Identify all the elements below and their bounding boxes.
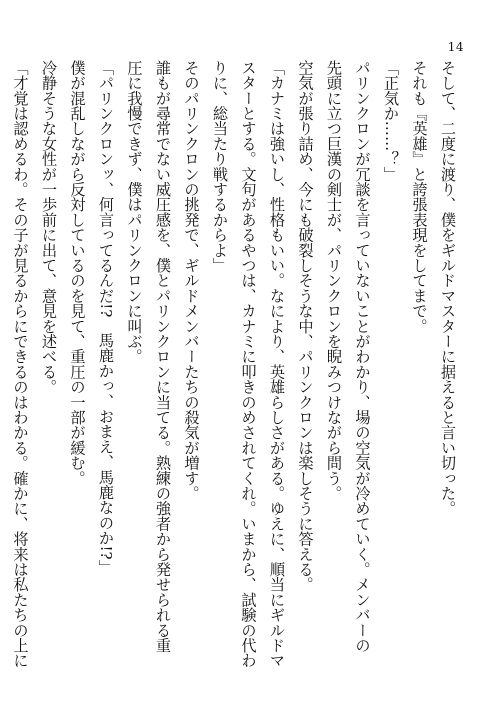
text-line-10: そのパリンクロンの挑発で、ギルドメンバーたちの殺気が増す。 [182, 60, 201, 501]
text-line-5: 先頭に立つ巨漢の剣士が、パリンクロンを睨みつけながら問う。 [325, 60, 343, 501]
text-line-16: 「才覚は認めるわ。その子が見るからにできるのはわかる。確かに、将来は私たちの上に [11, 60, 30, 668]
text-line-9: りに、総当たり戦するからよ」 [211, 60, 229, 273]
text-line-4: パリンクロンが冗談を言っていないことがわかり、場の空気が冷めていく。メンバーの [353, 60, 372, 653]
text-line-14: 僕が混乱しながら反対しているのを見て、重圧の一部が緩む。 [68, 60, 87, 486]
text-line-15: 冷静そうな女性が一歩前に出て、意見を述べる。 [40, 60, 58, 395]
page-number: 14 [447, 40, 464, 54]
vertical-text-body [0, 60, 462, 672]
text-line-3: 「正気か……？」 [382, 60, 400, 182]
text-line-13: 「パリンクロンッ、何言ってるんだ!? 馬鹿かっ、おまえ、馬鹿なのか!?」 [97, 60, 115, 575]
text-line-12: 圧に我慢できず、僕はパリンクロンに叫ぶ。 [125, 60, 144, 364]
text-line-7: 「カナミは強いし、性格もいい。なにより、英雄らしさがある。ゆえに、順当にギルドマ [268, 60, 286, 668]
text-line-8: スターとする。文句があるやつは、カナミに叩きのめされてくれ。いまから、試験の代わ [239, 60, 258, 668]
text-line-6: 空気が張り詰め、今にも破裂しそうな中、パリンクロンは楽しそうに答える。 [296, 60, 315, 592]
text-line-1: そして、二度に渡り、僕をギルドマスターに据えると言い切った。 [439, 60, 457, 516]
text-line-17 [0, 60, 6, 672]
text-line-11: 誰もが尋常でない威圧感を、僕とパリンクロンに当てる。熟練の強者から発せられる重 [154, 60, 172, 653]
text-line-2: それも『英雄』と誇張表現をしてまで。 [410, 60, 429, 334]
